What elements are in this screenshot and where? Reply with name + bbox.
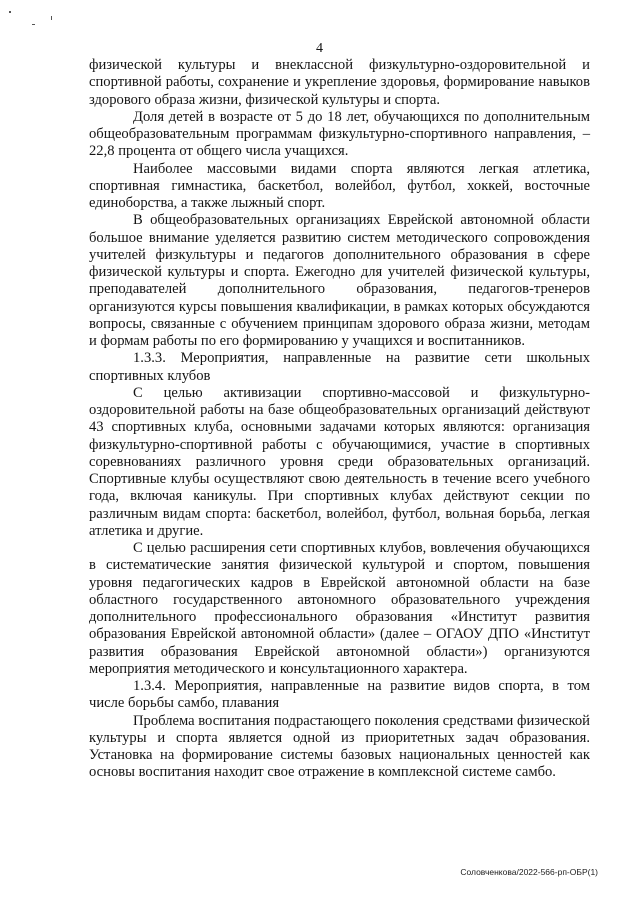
paragraph-continuation: физической культуры и внеклассной физкультурно-оздоровительной и спортивной работы, сохранение и укрепление здоровья, формирование навыков здорового образа жизни, физической культуры и спорта.	[89, 57, 590, 108]
paragraph-children-share: Доля детей в возрасте от 5 до 18 лет, обучающихся по дополнительным общеобразовательным программам физкультурно-спортивного направления, – 22,8 процента от общего числа учащихся.	[89, 108, 590, 160]
paragraph-methodical-support: В общеобразовательных организациях Еврейской автономной области большое внимание уделяется развитию систем методического сопровождения учителей физкультуры и педагогов дополнительного образования в сфере физической культуры и спорта. Ежегодно для учителей физической культуры, преподавателей дополнительного образования, педагогов-тренеров организуются курсы повышения квалификации, в рамках которых обсуждаются вопросы, связанные с обучением принципам здорового образа жизни, методам и формам работы по его формированию у учащихся и воспитанников.	[89, 212, 590, 349]
section-heading-1-3-4: 1.3.4. Мероприятия, направленные на развитие видов спорта, в том числе борьбы самбо, плавания	[89, 678, 590, 712]
scan-speck	[32, 24, 35, 25]
paragraph-clubs-expansion: С целью расширения сети спортивных клубов, вовлечения обучающихся в систематические занятия физической культурой и спортом, повышения уровня педагогических кадров в Еврейской автономной области на базе областного государственного автономного образовательного учреждения дополнительного профессионального образования «Институт развития образования Еврейской автономной области» (далее – ОГАОУ ДПО «Институт развития образования Еврейской автономной области») организуются мероприятия методического и консультационного характера.	[89, 540, 590, 677]
paragraph-sambo: Проблема воспитания подрастающего поколения средствами физической культуры и спорта является одной из приоритетных задач образования. Установка на формирование системы базовых национальных ценностей как основы воспитания находит свое отражение в комплексной системе самбо.	[89, 712, 590, 781]
scan-speck	[51, 16, 52, 20]
scan-speck	[9, 11, 11, 13]
document-body	[89, 57, 590, 782]
page-number: 4	[316, 41, 323, 56]
section-heading-1-3-3: 1.3.3. Мероприятия, направленные на развитие сети школьных спортивных клубов	[89, 350, 590, 384]
document-code-footer: Соловченкова/2022-566-рп-ОБР(1)	[460, 867, 598, 877]
paragraph-sports-clubs: С целью активизации спортивно-массовой и физкультурно-оздоровительной работы на базе общеобразовательных организаций действуют 43 спортивных клуба, основными задачами которых являются: организация физкультурно-спортивной работы с обучающимися, участие в спортивных соревнованиях различного уровня среди образовательных организаций. Спортивные клубы осуществляют свою деятельность в течение всего учебного года, включая каникулы. При спортивных клубах действуют секции по различным видам спорта: баскетбол, волейбол, футбол, вольная борьба, легкая атлетика и другие.	[89, 384, 590, 539]
paragraph-popular-sports: Наиболее массовыми видами спорта являются легкая атлетика, спортивная гимнастика, баскетбол, волейбол, футбол, хоккей, восточные единоборства, а также лыжный спорт.	[89, 160, 590, 211]
